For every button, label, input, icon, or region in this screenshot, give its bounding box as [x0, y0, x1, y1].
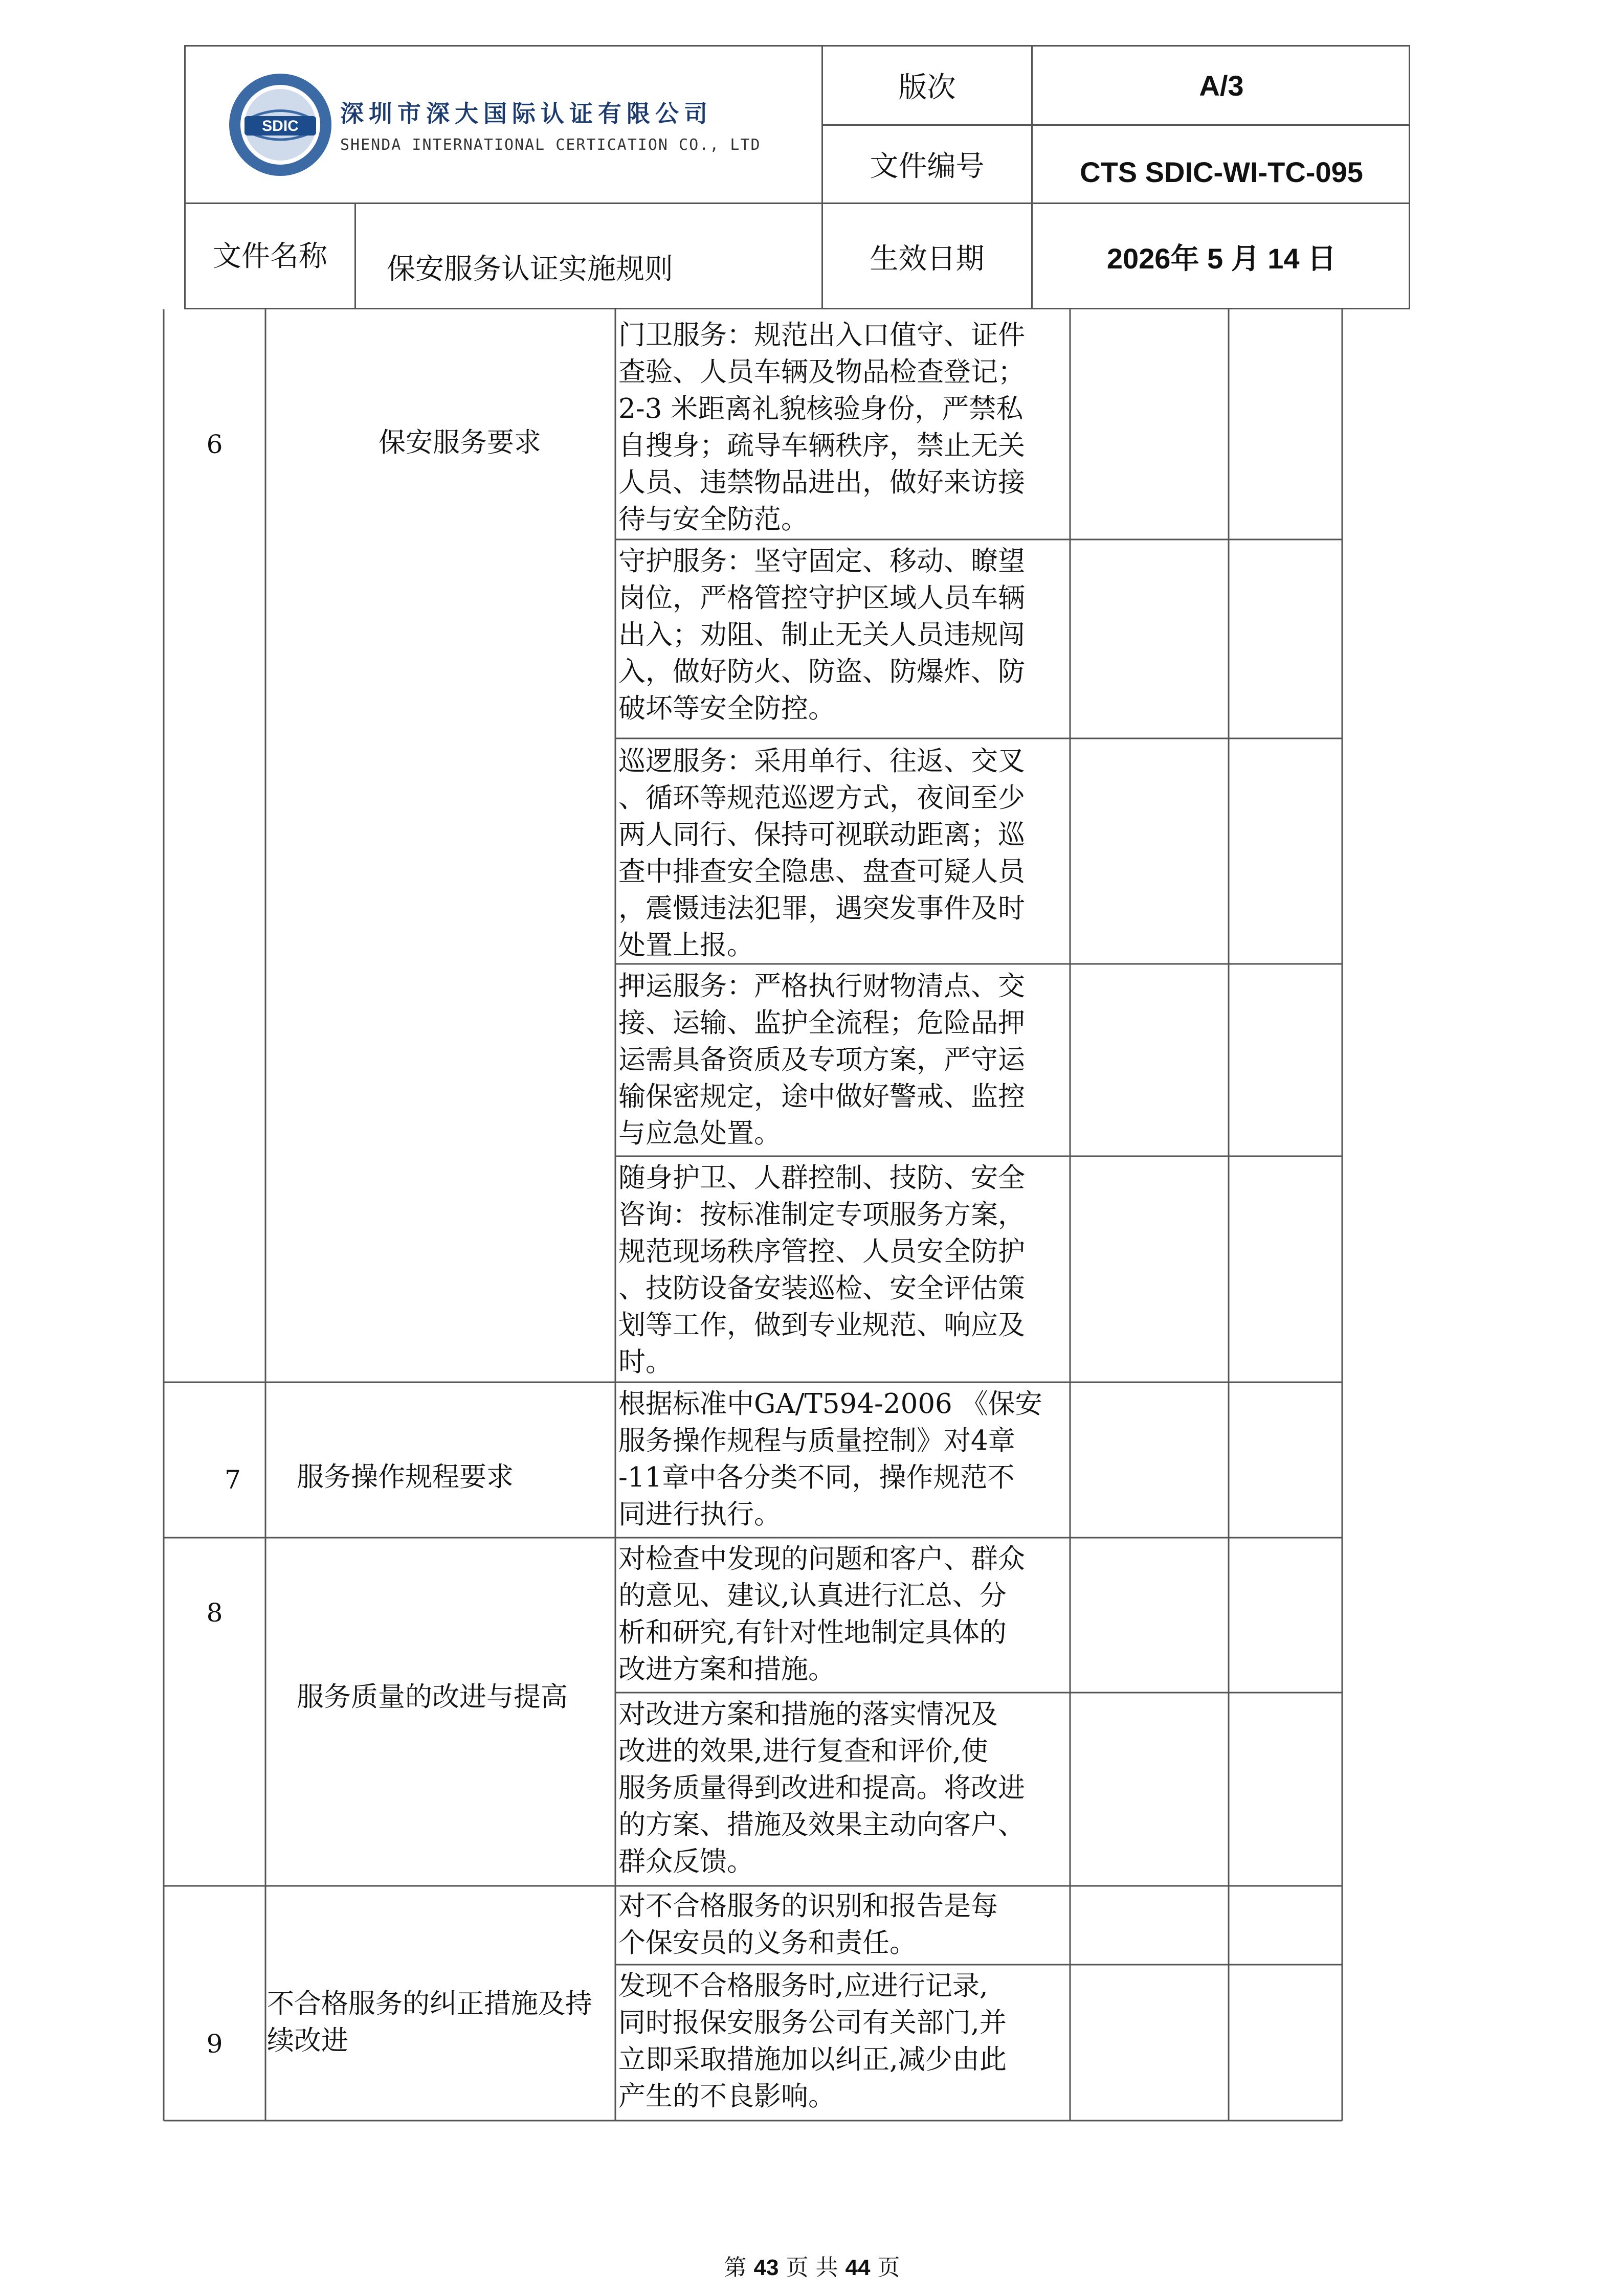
- row-title: 不合格服务的纠正措施及持续改进: [267, 1988, 592, 2056]
- row-content: 发现不合格服务时,应进行记录, 同时报保安服务公司有关部门,并 立即采取措施加以纠正,减少由此 产生的不良影响。: [618, 1970, 1007, 2112]
- footer-suffix: 页: [877, 2255, 900, 2281]
- doc-number-value: CTS SDIC-WI-TC-095: [1080, 155, 1363, 188]
- row-content: 押运服务：严格执行财物清点、交 接、运输、监护全流程；危险品押 运需具备资质及专项方案，严守运 输保密规定，途中做好警戒、监控 与应急处置。: [618, 971, 1025, 1149]
- row-content: 守护服务：坚守固定、移动、瞭望 岗位，严格管控守护区域人员车辆 出入；劝阻、制止无关人员违规闯 入，做好防火、防盗、防爆炸、防 破坏等安全防控。: [618, 546, 1025, 724]
- version-label: 版次: [898, 71, 956, 104]
- doc-number-label: 文件编号: [870, 150, 985, 183]
- doc-name-value: 保安服务认证实施规则: [387, 253, 673, 286]
- effective-date-label: 生效日期: [870, 242, 985, 276]
- row-number: 8: [206, 1598, 223, 1628]
- row-content: 巡逻服务：采用单行、往返、交叉 、循环等规范巡逻方式，夜间至少 两人同行、保持可视联动距离；巡 查中排查安全隐患、盘查可疑人员 ，震慑违法犯罪，遇突发事件及时 处置上报。: [618, 746, 1025, 961]
- row-number: 9: [206, 2029, 223, 2059]
- row-number: 7: [225, 1465, 241, 1495]
- doc-name-label: 文件名称: [213, 240, 327, 273]
- version-value: A/3: [1199, 69, 1244, 102]
- page-footer: [0, 2249, 1624, 2282]
- company-name-cn: 深圳市深大国际认证有限公司: [340, 100, 713, 127]
- footer-middle: 页 共: [786, 2255, 838, 2281]
- logo-text: SDIC: [262, 117, 299, 134]
- row-content: 门卫服务：规范出入口值守、证件 查验、人员车辆及物品检查登记； 2-3 米距离礼貌核验身份，严禁私 自搜身；疏导车辆秩序，禁止无关 人员、违禁物品进出，做好来访接 待与安全防范。: [618, 320, 1025, 535]
- row-content: 对改进方案和措施的落实情况及 改进的效果,进行复查和评价,使 服务质量得到改进和提高。将改进 的方案、措施及效果主动向客户、 群众反馈。: [618, 1699, 1025, 1877]
- total-page-number: 44: [845, 2255, 871, 2280]
- row-content: 对检查中发现的问题和客户、群众 的意见、建议,认真进行汇总、分 析和研究,有针对性地制定具体的 改进方案和措施。: [618, 1543, 1025, 1685]
- effective-date-value: 2026年 5 月 14 日: [1106, 242, 1337, 275]
- row-title: 保安服务要求: [379, 427, 541, 458]
- row-title: 服务操作规程要求: [297, 1461, 514, 1493]
- row-number: 6: [206, 430, 223, 459]
- footer-prefix: 第: [724, 2255, 747, 2281]
- row-content: 根据标准中GA/T594-2006 《保安 服务操作规程与质量控制》对4章 -11章中各分类不同，操作规范不 同进行执行。: [618, 1388, 1042, 1530]
- row-title: 服务质量的改进与提高: [297, 1681, 568, 1713]
- company-name-en: SHENDA INTERNATIONAL CERTICATION CO., LTD: [340, 136, 761, 154]
- current-page-number: 43: [753, 2255, 779, 2280]
- row-content: 随身护卫、人群控制、技防、安全 咨询：按标准制定专项服务方案， 规范现场秩序管控、人员安全防护 、技防设备安装巡检、安全评估策 划等工作，做到专业规范、响应及 时。: [618, 1162, 1025, 1378]
- row-content: 对不合格服务的识别和报告是每 个保安员的义务和责任。: [618, 1890, 998, 1959]
